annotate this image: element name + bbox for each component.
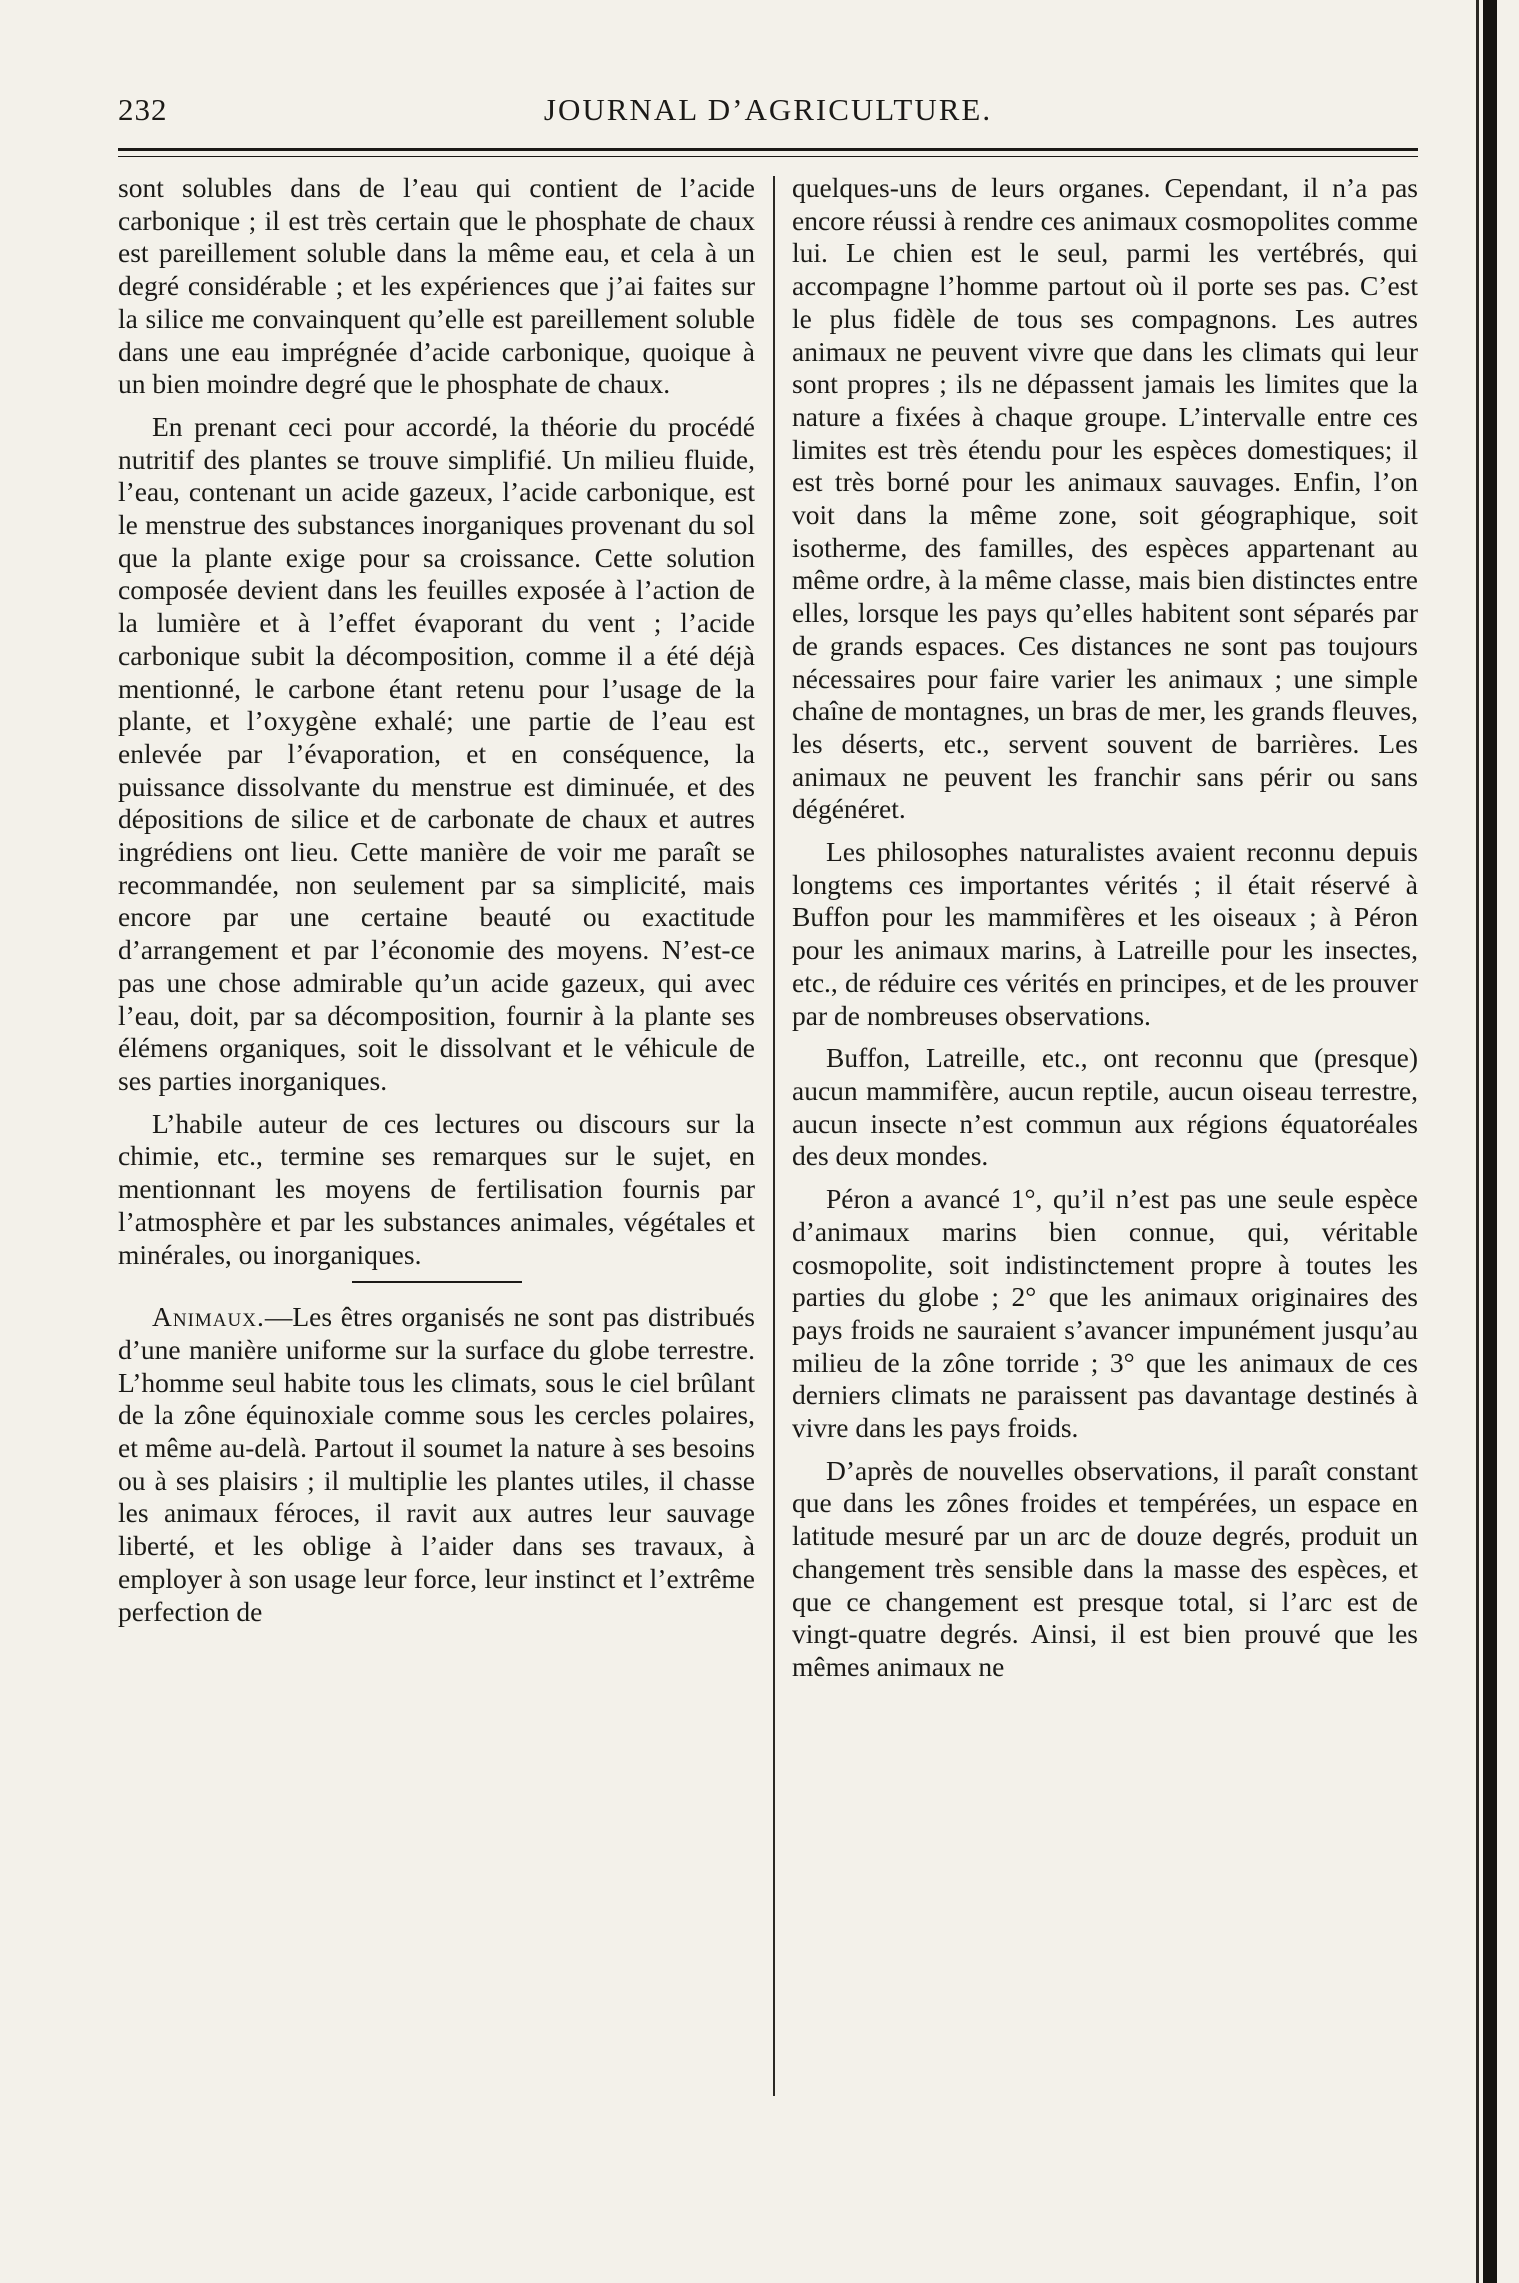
page-edge-shadow [1483,0,1497,2283]
paragraph: quelques-uns de leurs organes. Cependant, il n’a pas encore réussi à rendre ces animaux cosmopolites comme lui. Le chien est le seul, parmi les vertébrés, qui accompagne l’homme partout où il porte ses pas. C’est le plus fidèle de tous ses compagnons. Les autres animaux ne peuvent vivre que dans les climats qui leur sont propres ; ils ne dépassent jamais les limites que la nature a fixées à chaque groupe. L’intervalle entre ces limites est très étendu pour les espèces domestiques; il est très borné pour les animaux sauvages. Enfin, l’on voit dans la même zone, soit géographique, soit isotherme, des familles, des espèces appartenant au même ordre, à la même classe, mais bien distinctes entre elles, lorsque les pays qu’elles habitent sont séparés par de grands espaces. Ces distances ne sont pas toujours nécessaires pour faire varier les animaux ; une simple chaîne de montagnes, un bras de mer, les grands fleuves, les déserts, etc., servent souvent de barrières. Les animaux ne peuvent les franchir sans périr ou sans dégénéret. [792,172,1418,825]
paragraph-animaux [118,1301,755,1628]
paragraph: Péron a avancé 1°, qu’il n’est pas une seule espèce d’animaux marins bien connue, qui, véritable cosmopolite, soit indistinctement propre à toutes les parties du globe ; 2° que les animaux originaires des pays froids ne sauraient s’avancer impunément jusqu’au milieu de la zône torride ; 3° que les animaux de ces derniers climats ne paraissent pas davantage destinés à vivre dans les pays froids. [792,1183,1418,1444]
section-divider [352,1281,522,1283]
paragraph: En prenant ceci pour accordé, la théorie du procédé nutritif des plantes se trouve simplifié. Un milieu fluide, l’eau, contenant un acide gazeux, l’acide carbonique, est le menstrue des substances inorganiques provenant du sol que la plante exige pour sa croissance. Cette solution composée devient dans les feuilles exposée à l’action de la lumière et à l’effet évaporant du vent ; l’acide carbonique subit la décomposition, comme il a été déjà mentionné, le carbone étant retenu pour l’usage de la plante, et l’oxygène exhalé; une partie de l’eau est enlevée par l’évaporation, et en conséquence, la puissance dissolvante du menstrue est diminuée, et des dépositions de silice et de carbonate de chaux et autres ingrédiens ont lieu. Cette manière de voir me paraît se recommandée, non seulement par sa simplicité, mais encore par une certaine beauté ou exactitude d’arrangement et par l’économie des moyens. N’est-ce pas une chose admirable qu’un acide gazeux, qui avec l’eau, doit, par sa décomposition, fournir à la plante ses élémens organiques, soit le dissolvant et le véhicule de ses parties inorganiques. [118,410,755,1096]
paragraph: sont solubles dans de l’eau qui contient de l’acide carbonique ; il est très certain que le phosphate de chaux est pareillement soluble dans la même eau, et cela à un degré considérable ; et les expériences que j’ai faites sur la silice me convainquent qu’elle est pareillement soluble dans une eau imprégnée d’acide carbonique, quoique à un bien moindre degré que le phosphate de chaux. [118,172,755,400]
paragraph: D’après de nouvelles observations, il paraît constant que dans les zônes froides et tempérées, un espace en latitude mesuré par un arc de douze degrés, produit un changement très sensible dans la masse des espèces, et que ce changement est presque total, si l’arc est de vingt-quatre degrés. Ainsi, il est bien prouvé que les mêmes animaux ne [792,1454,1418,1682]
running-head: JOURNAL D’AGRICULTURE. [543,92,993,127]
section-heading: Animaux. [152,1301,265,1333]
column-divider [773,176,775,2096]
paragraph: L’habile auteur de ces lectures ou discours sur la chimie, etc., termine ses remarques sur le sujet, en mentionnant les moyens de fertilisation fournis par l’atmosphère et par les substances animales, végétales et minérales, ou inorganiques. [118,1107,755,1270]
header-rule-thin [118,156,1418,157]
left-column [118,172,755,1638]
paragraph: Les philosophes naturalistes avaient reconnu depuis longtems ces importantes vérités ; il était réservé à Buffon pour les mammifères et les oiseaux ; à Péron pour les animaux marins, à Latreille pour les insectes, etc., de réduire ces vérités en principes, et de les prouver par de nombreuses observations. [792,836,1418,1031]
paragraph-text: —Les êtres organisés ne sont pas distribués d’une manière uniforme sur la surface du globe terrestre. L’homme seul habite tous les climats, sous le ciel brûlant de la zône équinoxiale comme sous les cercles polaires, et même au-delà. Partout il soumet la nature à ses besoins ou à ses plaisirs ; il multiplie les plantes utiles, il chasse les animaux féroces, il ravit aux autres leur sauvage liberté, et les oblige à l’aider dans ses travaux, à employer à son usage leur force, leur instinct et l’extrême perfection de [118,1301,755,1627]
page-edge-line [1476,0,1479,2283]
page-number: 232 [118,92,168,127]
paragraph: Buffon, Latreille, etc., ont reconnu que (presque) aucun mammifère, aucun reptile, aucun oiseau terrestre, aucun insecte n’est commun aux régions équatoréales des deux mondes. [792,1042,1418,1172]
right-column [792,172,1418,1694]
header-rule [118,148,1418,151]
page-header [118,88,1418,148]
